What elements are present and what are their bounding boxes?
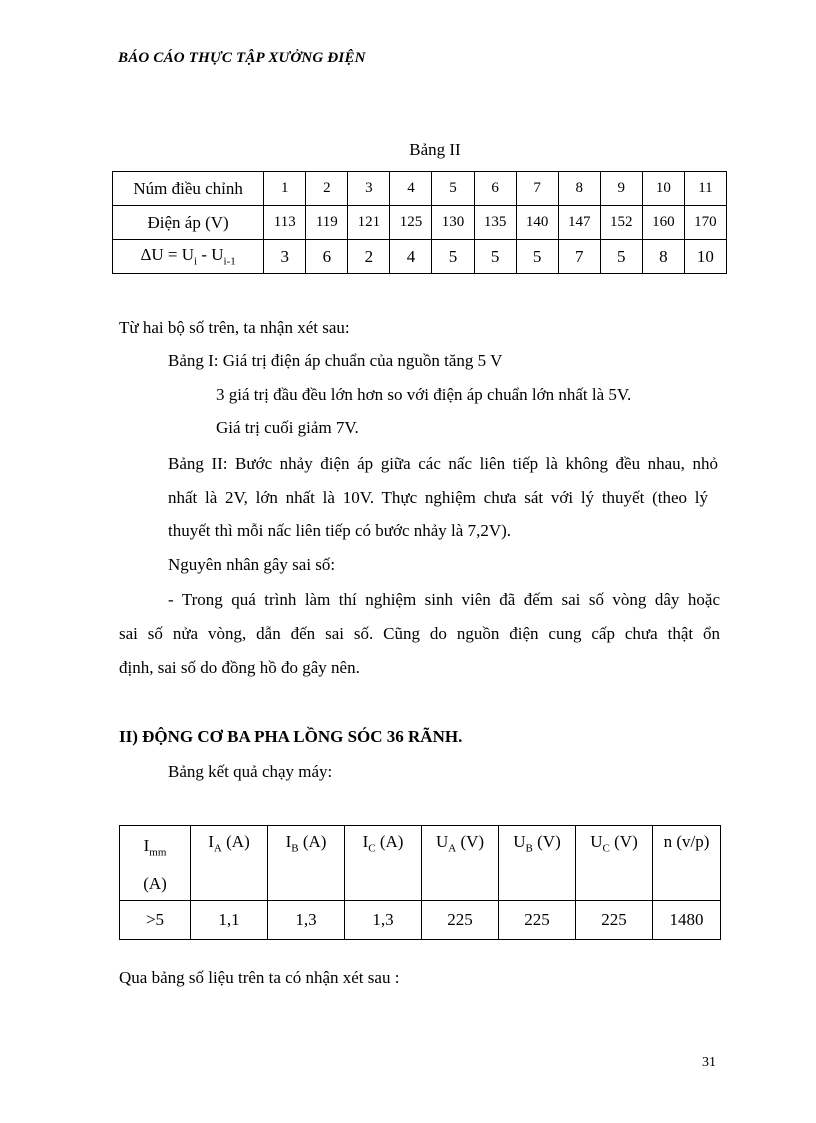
cell-imm: >5 (120, 901, 191, 940)
cell-ua: 225 (422, 901, 499, 940)
header-uc-symbol: U (590, 832, 603, 851)
cell-ib: 1,3 (268, 901, 345, 940)
table-cell: 11 (684, 172, 726, 206)
cell-uc: 225 (576, 901, 653, 940)
table-cell: 6 (306, 240, 348, 274)
delta-label-sub-i: i (194, 255, 198, 268)
table-row-delta (113, 240, 727, 274)
header-ub-sub: B (525, 842, 533, 855)
table-cell: 130 (432, 206, 474, 240)
row-label-voltage: Điện áp (V) (113, 206, 264, 240)
table-cell: 10 (642, 172, 684, 206)
table-cell: 119 (306, 206, 348, 240)
header-uc-unit: (V) (609, 832, 638, 851)
table-cell: 5 (474, 240, 516, 274)
header-ub-symbol: U (513, 832, 526, 851)
header-ia-unit: (A) (221, 832, 250, 851)
table-cell: 160 (642, 206, 684, 240)
table-cell: 4 (390, 172, 432, 206)
paragraph-bang-i: Bảng I: Giá trị điện áp chuẩn của nguồn tăng 5 V (168, 351, 503, 370)
header-ic-symbol: I (362, 832, 369, 851)
table-cell: 3 (348, 172, 390, 206)
table-cell: 10 (684, 240, 726, 274)
header-ia (191, 826, 268, 901)
delta-label-sub-i-1: i-1 (223, 255, 236, 268)
header-ib-sub: B (291, 842, 299, 855)
table-cell: 5 (432, 240, 474, 274)
header-ua-symbol: U (435, 832, 449, 851)
table-cell: 9 (600, 172, 642, 206)
table-cell: 147 (558, 206, 600, 240)
paragraph-cause-title: Nguyên nhân gây sai số: (168, 555, 336, 574)
header-uc-sub: C (602, 842, 610, 855)
table-cell: 4 (390, 240, 432, 274)
paragraph-cause-line-1: - Trong quá trình làm thí nghiệm sinh viên đã đếm sai số vòng dây hoặc (168, 590, 720, 609)
header-imm-sub: mm (149, 846, 167, 859)
header-ia-symbol: I (208, 832, 214, 851)
paragraph-bang-i-detail-1: 3 giá trị đầu đều lớn hơn so với điện áp chuẩn lớn nhất là 5V. (216, 385, 632, 404)
paragraph-bang-ii-line-3: thuyết thì mỗi nấc liên tiếp có bước nhảy là 7,2V). (168, 521, 512, 540)
table-row-voltage (113, 206, 727, 240)
paragraph-bang-i-detail-2: Giá trị cuối giảm 7V. (216, 418, 359, 437)
table-row-knob (113, 172, 727, 206)
table-cell: 3 (264, 240, 306, 274)
table2-caption: Bảng II (409, 140, 461, 159)
table-cell: 7 (558, 240, 600, 274)
delta-label-mid: - U (197, 245, 224, 265)
header-ub-unit: (V) (532, 832, 561, 851)
cell-ia: 1,1 (191, 901, 268, 940)
header-ic-sub: C (368, 842, 376, 855)
table-cell: 8 (558, 172, 600, 206)
header-ua-sub: A (448, 842, 457, 855)
header-imm-symbol: I (143, 836, 150, 855)
paragraph-bang-ii-line-2: nhất là 2V, lớn nhất là 10V. Thực nghiệm chưa sát với lý thuyết (theo lý (168, 488, 708, 507)
table-cell: 113 (264, 206, 306, 240)
section-heading: II) ĐỘNG CƠ BA PHA LỒNG SÓC 36 RÃNH. (119, 727, 463, 746)
header-imm-unit: (A) (143, 874, 167, 894)
table-cell: 125 (390, 206, 432, 240)
delta-label-main: ΔU = U (140, 245, 195, 265)
table-cell: 6 (474, 172, 516, 206)
header-n: n (v/p) (653, 826, 721, 901)
page-header: BÁO CÁO THỰC TẬP XƯỞNG ĐIỆN (118, 50, 366, 66)
cell-n: 1480 (653, 901, 721, 940)
header-ia-sub: A (213, 842, 222, 855)
table-cell: 135 (474, 206, 516, 240)
table-cell: 5 (600, 240, 642, 274)
row-label-delta (113, 240, 264, 274)
table-row (120, 901, 721, 940)
table-cell: 7 (516, 172, 558, 206)
header-ic (345, 826, 422, 901)
table-motor-results (119, 825, 721, 940)
table-cell: 8 (642, 240, 684, 274)
header-ua (422, 826, 499, 901)
header-ib-symbol: I (285, 832, 292, 851)
table-cell: 121 (348, 206, 390, 240)
table-cell: 2 (348, 240, 390, 274)
header-ic-unit: (A) (375, 832, 404, 851)
paragraph-conclusion: Qua bảng số liệu trên ta có nhận xét sau : (119, 968, 400, 987)
header-ua-unit: (V) (456, 832, 485, 851)
table-cell: 170 (684, 206, 726, 240)
cell-ub: 225 (499, 901, 576, 940)
table-cell: 140 (516, 206, 558, 240)
paragraph-results-title: Bảng kết quả chạy máy: (168, 762, 333, 781)
header-uc (576, 826, 653, 901)
table-cell: 1 (264, 172, 306, 206)
row-label-knob: Núm điều chỉnh (113, 172, 264, 206)
header-ib (268, 826, 345, 901)
table-cell: 5 (432, 172, 474, 206)
cell-ic: 1,3 (345, 901, 422, 940)
header-ub (499, 826, 576, 901)
header-imm (120, 826, 191, 901)
header-ib-unit: (A) (298, 832, 327, 851)
table-cell: 5 (516, 240, 558, 274)
paragraph-bang-ii-line-1: Bảng II: Bước nhảy điện áp giữa các nấc liên tiếp là không đều nhau, nhỏ (168, 454, 718, 473)
table-cell: 2 (306, 172, 348, 206)
table-bang-ii (112, 171, 727, 274)
paragraph-cause-line-3: định, sai số do đồng hồ đo gây nên. (119, 658, 360, 677)
table-header-row (120, 826, 721, 901)
paragraph-cause-line-2: sai số nửa vòng, dẫn đến sai số. Cũng do nguồn điện cung cấp chưa thật ổn (119, 624, 720, 643)
paragraph-intro: Từ hai bộ số trên, ta nhận xét sau: (119, 318, 350, 337)
page-number: 31 (702, 1055, 716, 1070)
table-cell: 152 (600, 206, 642, 240)
